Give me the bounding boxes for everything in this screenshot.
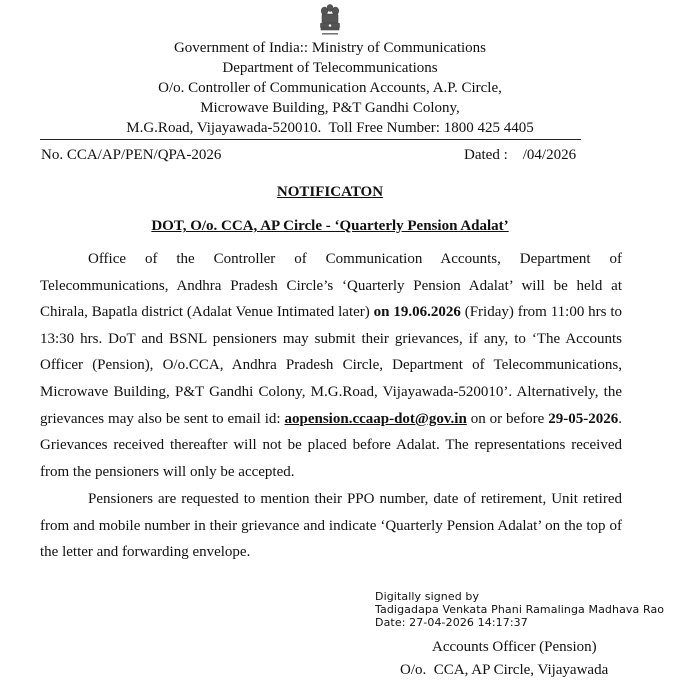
letterhead (0, 38, 660, 138)
letterhead-line-office: O/o. Controller of Communication Accounts, A.P. Circle, (158, 80, 502, 96)
signatory-office: O/o. CCA, AP Circle, Vijayawada (400, 662, 609, 678)
header-divider (40, 139, 581, 140)
adalat-date: on 19.06.2026 (373, 304, 461, 321)
letterhead-line-address: M.G.Road, Vijayawada-520010. Toll Free Number: 1800 425 4405 (126, 120, 534, 136)
signature-line-signer-name: Tadigadapa Venkata Phani Ramalinga Madhava Rao (375, 603, 665, 616)
signature-line-signed-by: Digitally signed by (375, 590, 480, 603)
paragraph-1-text-c: on or before (466, 410, 549, 427)
subject-line: DOT, O/o. CCA, AP Circle - ‘Quarterly Pension Adalat’ (151, 218, 509, 234)
digital-signature-block (375, 590, 664, 629)
letterhead-line-department: Department of Telecommunications (222, 60, 438, 76)
signature-line-date: Date: 27-04-2026 14:17:37 (375, 616, 528, 629)
paragraph-2 (40, 486, 622, 566)
letterhead-line-ministry: Government of India:: Ministry of Communications (173, 40, 487, 56)
paragraph-1-text-a: Office of the Controller of Communication Accounts, Department of Telecommunications, Andhra Pradesh Circle’s ‘Quarterly Pension Adalat’ will be held at Chirala, Bapatla district (Adalat Venue Intimated later) (40, 251, 622, 321)
national-emblem-icon (318, 3, 342, 39)
paragraph-1-text-b: (Friday) from 11:00 hrs to 13:30 hrs. DoT and BSNL pensioners may submit their grievances, if any, to ‘The Accounts Officer (Pension), O/o.CCA, Andhra Pradesh Circle, Department of Telecommunications, Microwave Building, P&T Gandhi Colony, M.G.Road, Vijayawada-520010’. Alternatively, the grievances may also be sent to email id: (40, 304, 623, 427)
paragraph-2-text: Pensioners are requested to mention their PPO number, date of retirement, Unit retired from and mobile number in their grievance and indicate ‘Quarterly Pension Adalat’ on the top of the letter and forwarding envelope. (40, 491, 622, 561)
letterhead-line-building: Microwave Building, P&T Gandhi Colony, (200, 100, 460, 116)
paragraph-1-text-d: . Grievances received thereafter will not be placed before Adalat. The representations received from the pensioners will only be accepted. (40, 410, 622, 480)
notification-title: NOTIFICATON (276, 184, 384, 200)
submission-deadline: 29-05-2026 (548, 410, 619, 427)
reference-number: No. CCA/AP/PEN/QPA-2026 (41, 147, 222, 163)
paragraph-1 (40, 246, 622, 485)
signatory-designation: Accounts Officer (Pension) (432, 639, 597, 655)
reference-date: Dated : /04/2026 (464, 147, 577, 163)
grievance-email-link[interactable]: aopension.ccaap-dot@gov.in (284, 410, 467, 427)
